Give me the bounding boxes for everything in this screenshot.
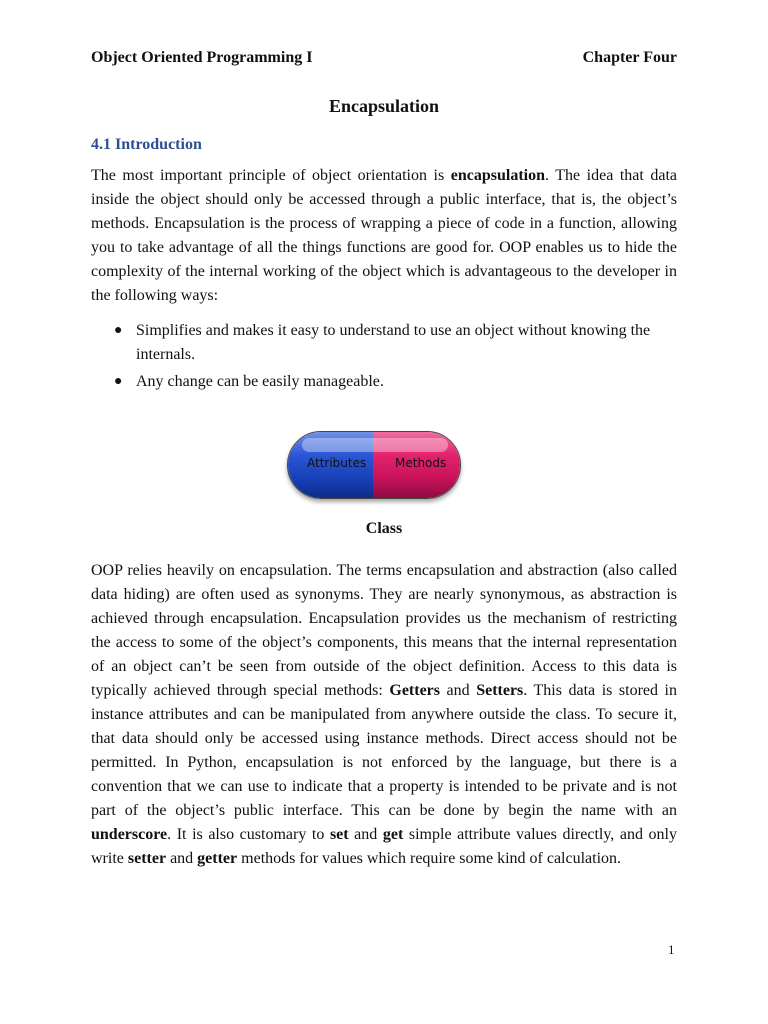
list-item bbox=[91, 370, 677, 394]
intro-text-2: . The idea that data inside the object should only be accessed through a public interface, that is, the object’s methods. Encapsulation is the process of wrapping a piece of code in a function, allowing you to take advantage of all the things functions are good for. OOP enables us to hide the complexity of the internal working of the object which is advantageous to the developer in the following ways: bbox=[91, 167, 678, 304]
para-text-4: . It is also customary to bbox=[167, 826, 330, 843]
para-text-3: . This data is stored in instance attributes and can be manipulated from anywhere outside the class. To secure it, that data should only be accessed using instance methods. Direct access should not be permitted. In Python, encapsulation is not enforced by the language, but there is a convention that we can use to indicate that a property is intended to be private and is not part of the object’s public interface. This can be done by begin the name with an bbox=[91, 682, 677, 819]
para-text-2: and bbox=[440, 682, 477, 699]
bold-set: set bbox=[329, 826, 349, 843]
bold-getter: getter bbox=[197, 850, 238, 867]
bullet-icon: ● bbox=[114, 374, 123, 389]
list-item-text: Any change can be easily manageable. bbox=[136, 373, 384, 390]
list-item-text: Simplifies and makes it easy to understand to use an object without knowing the internals. bbox=[136, 322, 651, 363]
page-number: 1 bbox=[668, 942, 675, 957]
para-text-5: and bbox=[348, 826, 383, 843]
bold-setters: Setters bbox=[476, 682, 524, 699]
figure-caption: Class bbox=[365, 520, 403, 537]
capsule-shine bbox=[302, 438, 448, 452]
page-title: Encapsulation bbox=[328, 96, 440, 116]
advantages-list bbox=[91, 319, 677, 397]
capsule-attributes-label: Attributes bbox=[307, 456, 367, 470]
encapsulation-paragraph bbox=[91, 559, 677, 871]
capsule-diagram bbox=[287, 431, 461, 499]
bold-underscore: underscore bbox=[91, 826, 168, 843]
header-chapter: Chapter Four bbox=[582, 49, 677, 66]
para-text-8: methods for values which require some kind of calculation. bbox=[237, 850, 622, 867]
bullet-icon: ● bbox=[114, 323, 123, 338]
intro-text-1: The most important principle of object orientation is bbox=[91, 167, 451, 184]
bold-getters: Getters bbox=[389, 682, 441, 699]
para-text-1: OOP relies heavily on encapsulation. The terms encapsulation and abstraction (also called data hiding) are often used as synonyms. They are nearly synonymous, as abstraction is achieved through encapsulation. Encapsulation provides us the mechanism of restricting the access to some of the object’s components, this means that the internal representation of an object can’t be seen from outside of the object definition. Access to this data is typically achieved through special methods: bbox=[91, 562, 677, 699]
header-course-title: Object Oriented Programming I bbox=[91, 49, 313, 66]
capsule-methods-label: Methods bbox=[395, 456, 447, 470]
section-heading: 4.1 Introduction bbox=[91, 136, 202, 153]
intro-paragraph bbox=[91, 164, 677, 308]
list-item bbox=[91, 319, 677, 367]
para-text-7: and bbox=[166, 850, 198, 867]
para-text-6: simple attribute values directly, and only write bbox=[91, 826, 677, 867]
bold-get: get bbox=[382, 826, 404, 843]
intro-bold-encapsulation: encapsulation bbox=[450, 167, 545, 184]
bold-setter: setter bbox=[127, 850, 167, 867]
